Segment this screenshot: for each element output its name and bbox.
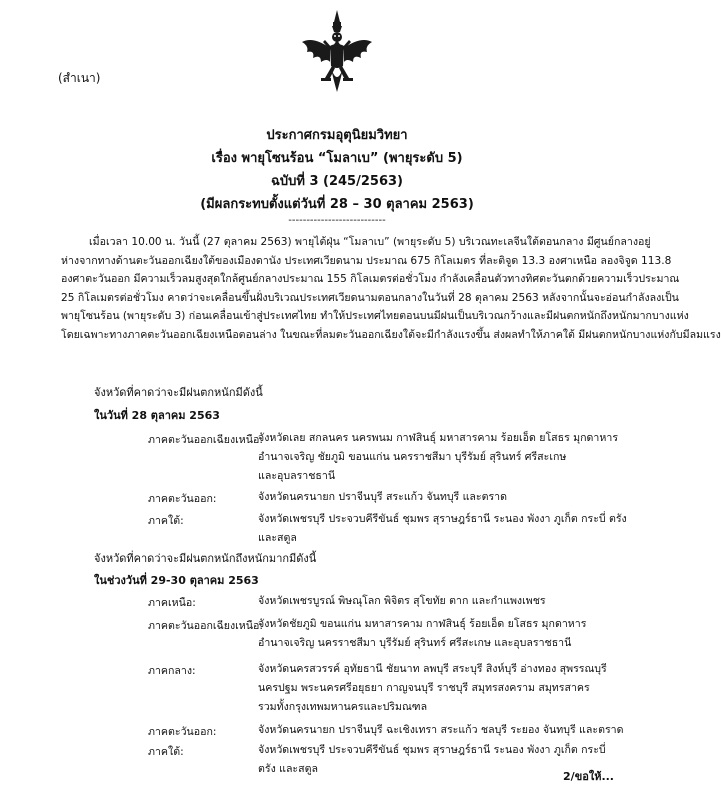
province-list bbox=[258, 510, 628, 548]
region-label: ภาคใต้: bbox=[148, 746, 184, 758]
paragraph-line: พายุโซนร้อน (พายุระดับ 3) ก่อนเคลื่อนเข้าสู่ประเทศไทย ทำให้ประเทศไทยตอนบนมีฝนเป็นบริเวณกว้างและมีฝนตกหนักถึงหนักมากบางแห่ง bbox=[61, 310, 689, 322]
paragraph-line: โดยเฉพาะทางภาคตะวันออกเฉียงเหนือตอนล่าง ในขณะที่ลมตะวันออกเฉียงใต้จะมีกำลังแรงขึ้น ส่งผลทำให้ภาคใต้ มีฝนตกหนักบางแห่งกับมีลมแรง bbox=[61, 328, 721, 341]
province-list bbox=[258, 592, 628, 611]
province-line: รวมทั้งกรุงเทพมหานครและปริมณฑล bbox=[258, 701, 428, 713]
province-line: จังหวัดเพชรบุรี ประจวบคีรีขันธ์ ชุมพร สุราษฎร์ธานี ระนอง พังงา ภูเก็ต กระบี่ bbox=[258, 744, 606, 756]
province-list bbox=[258, 615, 628, 653]
region-label: ภาคใต้: bbox=[148, 515, 184, 527]
province-line: จังหวัดเพชรบูรณ์ พิษณุโลก พิจิตร สุโขทัย ตาก และกำแพงเพชร bbox=[258, 595, 546, 607]
province-list bbox=[258, 488, 628, 507]
continued-page-marker: 2/ขอให้... bbox=[563, 770, 614, 783]
region-label: ภาคตะวันออก: bbox=[148, 493, 217, 505]
province-line: อำนาจเจริญ ชัยภูมิ ขอนแก่น นครราชสีมา บุรีรัมย์ สุรินทร์ ศรีสะเกษ bbox=[258, 451, 567, 463]
copy-label: (สำเนา) bbox=[58, 71, 101, 85]
province-line: และอุบลราชธานี bbox=[258, 470, 336, 482]
province-line: จังหวัดนครนายก ปราจีนบุรี สระแก้ว จันทบุรี และตราด bbox=[258, 491, 508, 503]
garuda-emblem-icon bbox=[299, 8, 375, 94]
paragraph-line: องศาตะวันออก มีความเร็วลมสูงสุดใกล้ศูนย์กลางประมาณ 155 กิโลเมตรต่อชั่วโมง กำลังเคลื่อนตัวทางทิศตะวันตกด้วยความเร็วประมาณ bbox=[61, 273, 680, 285]
province-line: นครปฐม พระนครศรีอยุธยา กาญจนบุรี ราชบุรี สมุทรสงคราม สมุทรสาคร bbox=[258, 682, 590, 694]
announcement-number: ฉบับที่ 3 (245/2563) bbox=[271, 174, 403, 189]
body-paragraph bbox=[61, 233, 721, 344]
province-line: จังหวัดนครสวรรค์ อุทัยธานี ชัยนาท ลพบุรี สระบุรี สิงห์บุรี อ่างทอง สุพรรณบุรี bbox=[258, 663, 607, 675]
paragraph-line: ห่างจากทางด้านตะวันออกเฉียงใต้ของเมืองดานัง ประเทศเวียดนาม ประมาณ 675 กิโลเมตร ที่ละติจูด 13.3 องศาเหนือ ลองจิจูด 113.8 bbox=[61, 254, 672, 267]
announcement-authority: ประกาศกรมอุตุนิยมวิทยา bbox=[266, 128, 408, 143]
province-line: อำนาจเจริญ นครราชสีมา บุรีรัมย์ สุรินทร์ ศรีสะเกษ และอุบลราชธานี bbox=[258, 637, 572, 649]
province-line: จังหวัดเพชรบุรี ประจวบคีรีขันธ์ ชุมพร สุราษฎร์ธานี ระนอง พังงา ภูเก็ต กระบี่ ตรัง bbox=[258, 513, 627, 525]
paragraph-line: 25 กิโลเมตรต่อชั่วโมง คาดว่าจะเคลื่อนขึ้นฝั่งบริเวณประเทศเวียดนามตอนกลางในวันที่ 28 ตุลาคม 2563 หลังจากนั้นจะอ่อนกำลังลงเป็น bbox=[61, 291, 679, 304]
province-line: จังหวัดนครนายก ปราจีนบุรี ฉะเชิงเทรา สระแก้ว ชลบุรี ระยอง จันทบุรี และตราด bbox=[258, 724, 624, 736]
province-line: จังหวัดเลย สกลนคร นครพนม กาฬสินธุ์ มหาสารคาม ร้อยเอ็ด ยโสธร มุกดาหาร bbox=[258, 432, 619, 444]
section2-date: ในช่วงวันที่ 29-30 ตุลาคม 2563 bbox=[94, 574, 259, 587]
region-label: ภาคกลาง: bbox=[148, 665, 196, 677]
section1-date: ในวันที่ 28 ตุลาคม 2563 bbox=[94, 409, 220, 422]
region-label: ภาคเหนือ: bbox=[148, 597, 196, 609]
region-label: ภาคตะวันออกเฉียงเหนือ: bbox=[148, 620, 263, 632]
province-list bbox=[258, 660, 628, 717]
section1-intro: จังหวัดที่คาดว่าจะมีฝนตกหนักมีดังนี้ bbox=[94, 386, 263, 399]
paragraph-line: เมื่อเวลา 10.00 น. วันนี้ (27 ตุลาคม 2563) พายุไต้ฝุ่น “โมลาเบ” (พายุระดับ 5) บริเวณทะเลจีนใต้ตอนกลาง มีศูนย์กลางอยู่ bbox=[89, 236, 651, 248]
province-list bbox=[258, 721, 628, 740]
effective-dates: (มีผลกระทบตั้งแต่วันที่ 28 – 30 ตุลาคม 2563) bbox=[200, 197, 474, 212]
province-line: และสตูล bbox=[258, 532, 297, 544]
province-list bbox=[258, 429, 628, 486]
province-line: จังหวัดชัยภูมิ ขอนแก่น มหาสารคาม กาฬสินธุ์ ร้อยเอ็ด ยโสธร มุกดาหาร bbox=[258, 618, 587, 630]
announcement-subject: เรื่อง พายุโซนร้อน “โมลาเบ” (พายุระดับ 5) bbox=[211, 151, 463, 166]
title-separator: --------------------------- bbox=[288, 215, 386, 226]
region-label: ภาคตะวันออก: bbox=[148, 726, 217, 738]
section2-intro: จังหวัดที่คาดว่าจะมีฝนตกหนักถึงหนักมากมีดังนี้ bbox=[94, 552, 317, 565]
province-line: ตรัง และสตูล bbox=[258, 763, 318, 775]
region-label: ภาคตะวันออกเฉียงเหนือ: bbox=[148, 434, 263, 446]
